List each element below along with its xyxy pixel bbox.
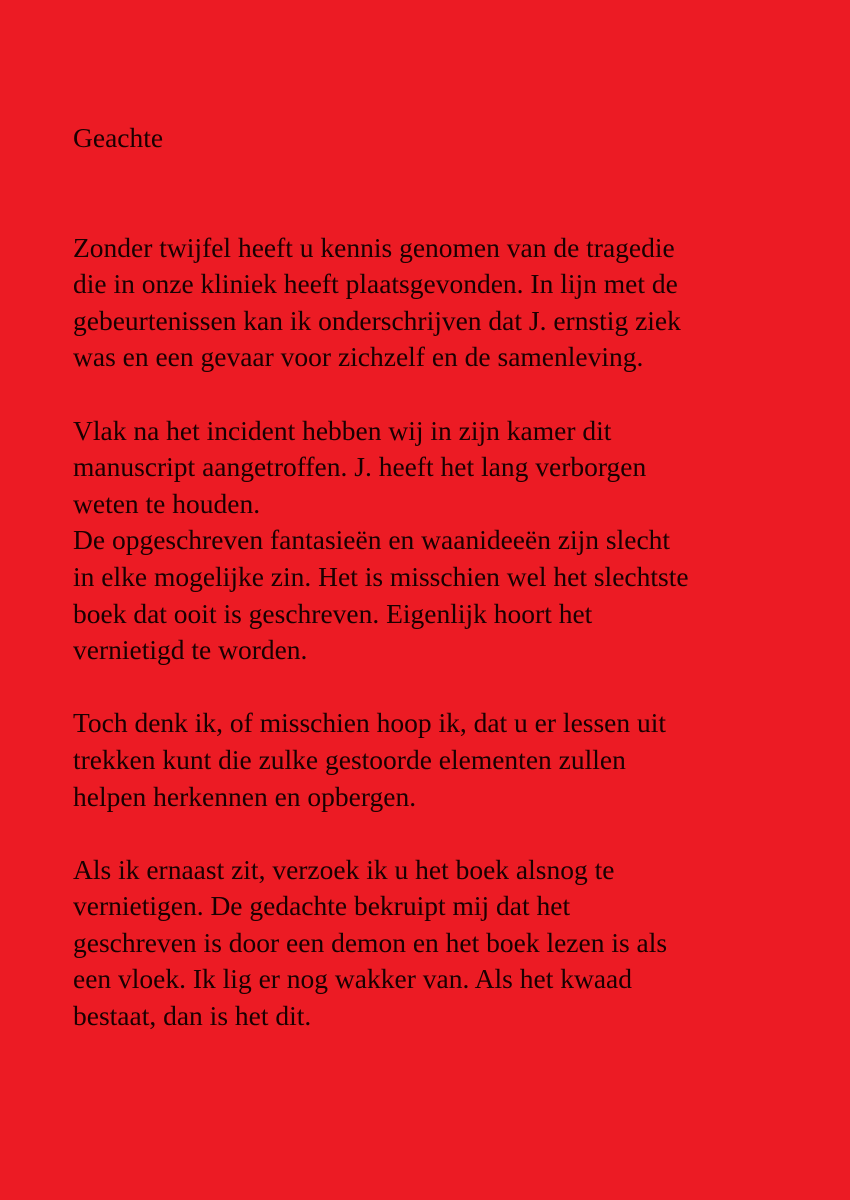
text-line: vernietigen. De gedachte bekruipt mij dat het [73, 890, 571, 922]
text-line: weten te houden. [73, 487, 261, 519]
text-line: een vloek. Ik lig er nog wakker van. Als het kwaad [73, 963, 632, 995]
text-line: Vlak na het incident hebben wij in zijn kamer dit [73, 414, 612, 446]
text-line: vernietigd te worden. [73, 634, 308, 666]
paragraph-4 [73, 705, 813, 815]
text-line: Als ik ernaast zit, verzoek ik u het boek alsnog te [73, 853, 615, 885]
text-line: helpen herkennen en opbergen. [73, 780, 417, 812]
paragraph-2 [73, 413, 813, 523]
text-line: Zonder twijfel heeft u kennis genomen van de tragedie [73, 231, 675, 263]
text-line: trekken kunt die zulke gestoorde elementen zullen [73, 743, 626, 775]
text-line: in elke mogelijke zin. Het is misschien wel het slechtste [73, 560, 689, 592]
paragraph-5 [73, 852, 813, 1035]
text-line: De opgeschreven fantasieën en waanideeën zijn slecht [73, 524, 671, 556]
letter-body [73, 120, 813, 1035]
paragraph-1 [73, 230, 813, 376]
text-line: geschreven is door een demon en het boek lezen is als [73, 926, 668, 958]
text-line: was en een gevaar voor zichzelf en de samenleving. [73, 341, 644, 373]
text-line: Toch denk ik, of misschien hoop ik, dat u er lessen uit [73, 707, 667, 739]
text-line: die in onze kliniek heeft plaatsgevonden. In lijn met de [73, 268, 678, 300]
salutation: Geachte [73, 122, 164, 153]
text-line: manuscript aangetroffen. J. heeft het lang verborgen [73, 451, 647, 483]
text-line: boek dat ooit is geschreven. Eigenlijk hoort het [73, 597, 593, 629]
text-line: gebeurtenissen kan ik onderschrijven dat J. ernstig ziek [73, 304, 681, 336]
text-line: bestaat, dan is het dit. [73, 1000, 312, 1032]
paragraph-3 [73, 522, 813, 668]
